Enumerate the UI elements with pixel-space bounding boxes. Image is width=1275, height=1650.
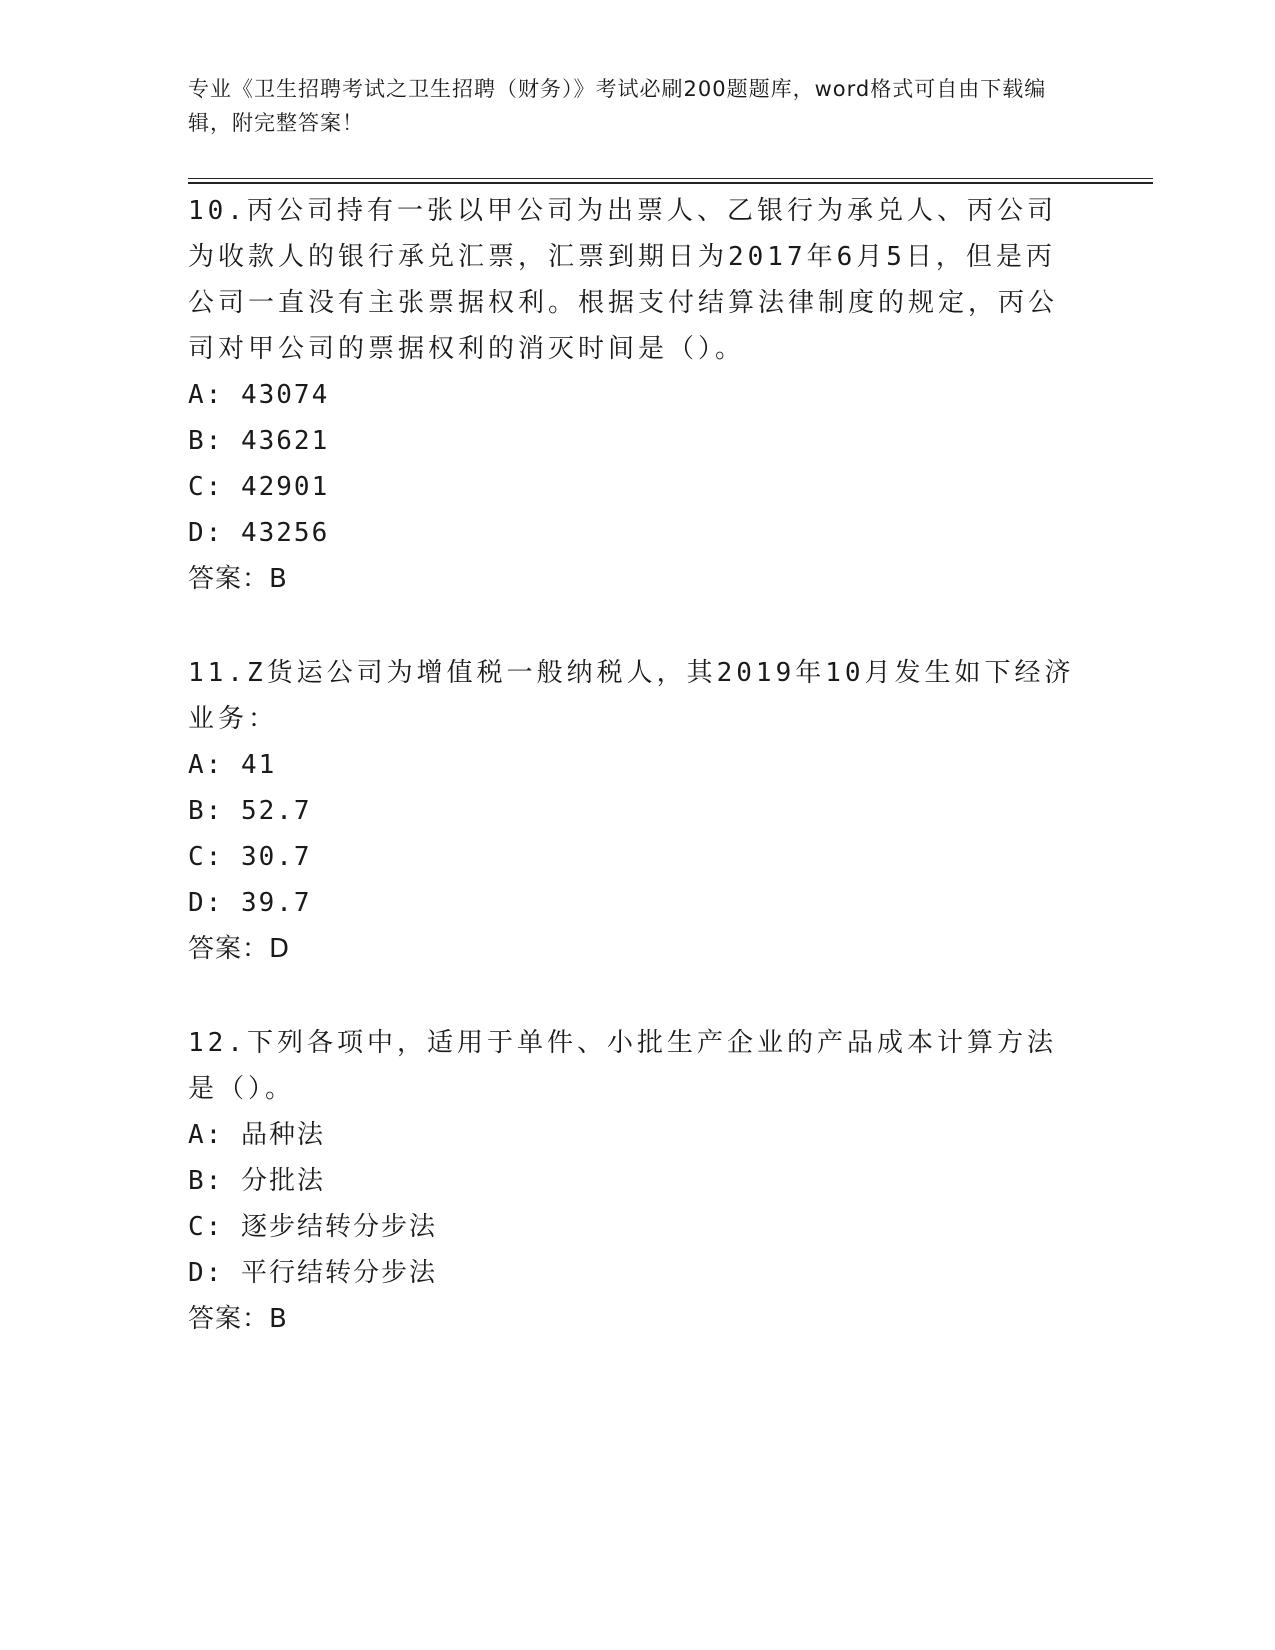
option-c: C: 30.7 — [188, 842, 312, 872]
option-b: B: 43621 — [188, 426, 330, 456]
document-intro: 专业《卫生招聘考试之卫生招聘（财务）》考试必刷200题题库，word格式可自由下载编辑，附完整答案！ — [188, 77, 1047, 135]
option-b: B: 52.7 — [188, 796, 312, 826]
question-stem: 10.丙公司持有一张以甲公司为出票人、乙银行为承兑人、丙公司为收款人的银行承兑汇票，汇票到期日为2017年6月5日，但是丙公司一直没有主张票据权利。根据支付结算法律制度的规定，丙公司对甲公司的票据权利的消灭时间是（）。 — [188, 196, 1059, 364]
question-12 — [188, 1020, 1088, 1342]
question-11 — [188, 650, 1088, 972]
question-list — [188, 188, 1088, 1390]
option-c: C: 42901 — [188, 472, 330, 502]
option-d: D: 39.7 — [188, 888, 312, 918]
option-d: D: 平行结转分步法 — [188, 1258, 437, 1288]
option-a: A: 41 — [188, 750, 277, 780]
answer-line: 答案：D — [188, 934, 291, 964]
option-b: B: 分批法 — [188, 1166, 325, 1196]
header-divider-thick — [188, 182, 1153, 184]
answer-line: 答案：B — [188, 1304, 288, 1334]
question-stem: 12.下列各项中，适用于单件、小批生产企业的产品成本计算方法是（）。 — [188, 1028, 1057, 1104]
option-a: A: 43074 — [188, 380, 330, 410]
answer-line: 答案：B — [188, 564, 288, 594]
option-d: D: 43256 — [188, 518, 330, 548]
question-stem: 11.Z货运公司为增值税一般纳税人，其2019年10月发生如下经济业务： — [188, 658, 1075, 734]
option-c: C: 逐步结转分步法 — [188, 1212, 437, 1242]
option-a: A: 品种法 — [188, 1120, 325, 1150]
header-divider-thin — [188, 178, 1153, 179]
question-10 — [188, 188, 1088, 602]
